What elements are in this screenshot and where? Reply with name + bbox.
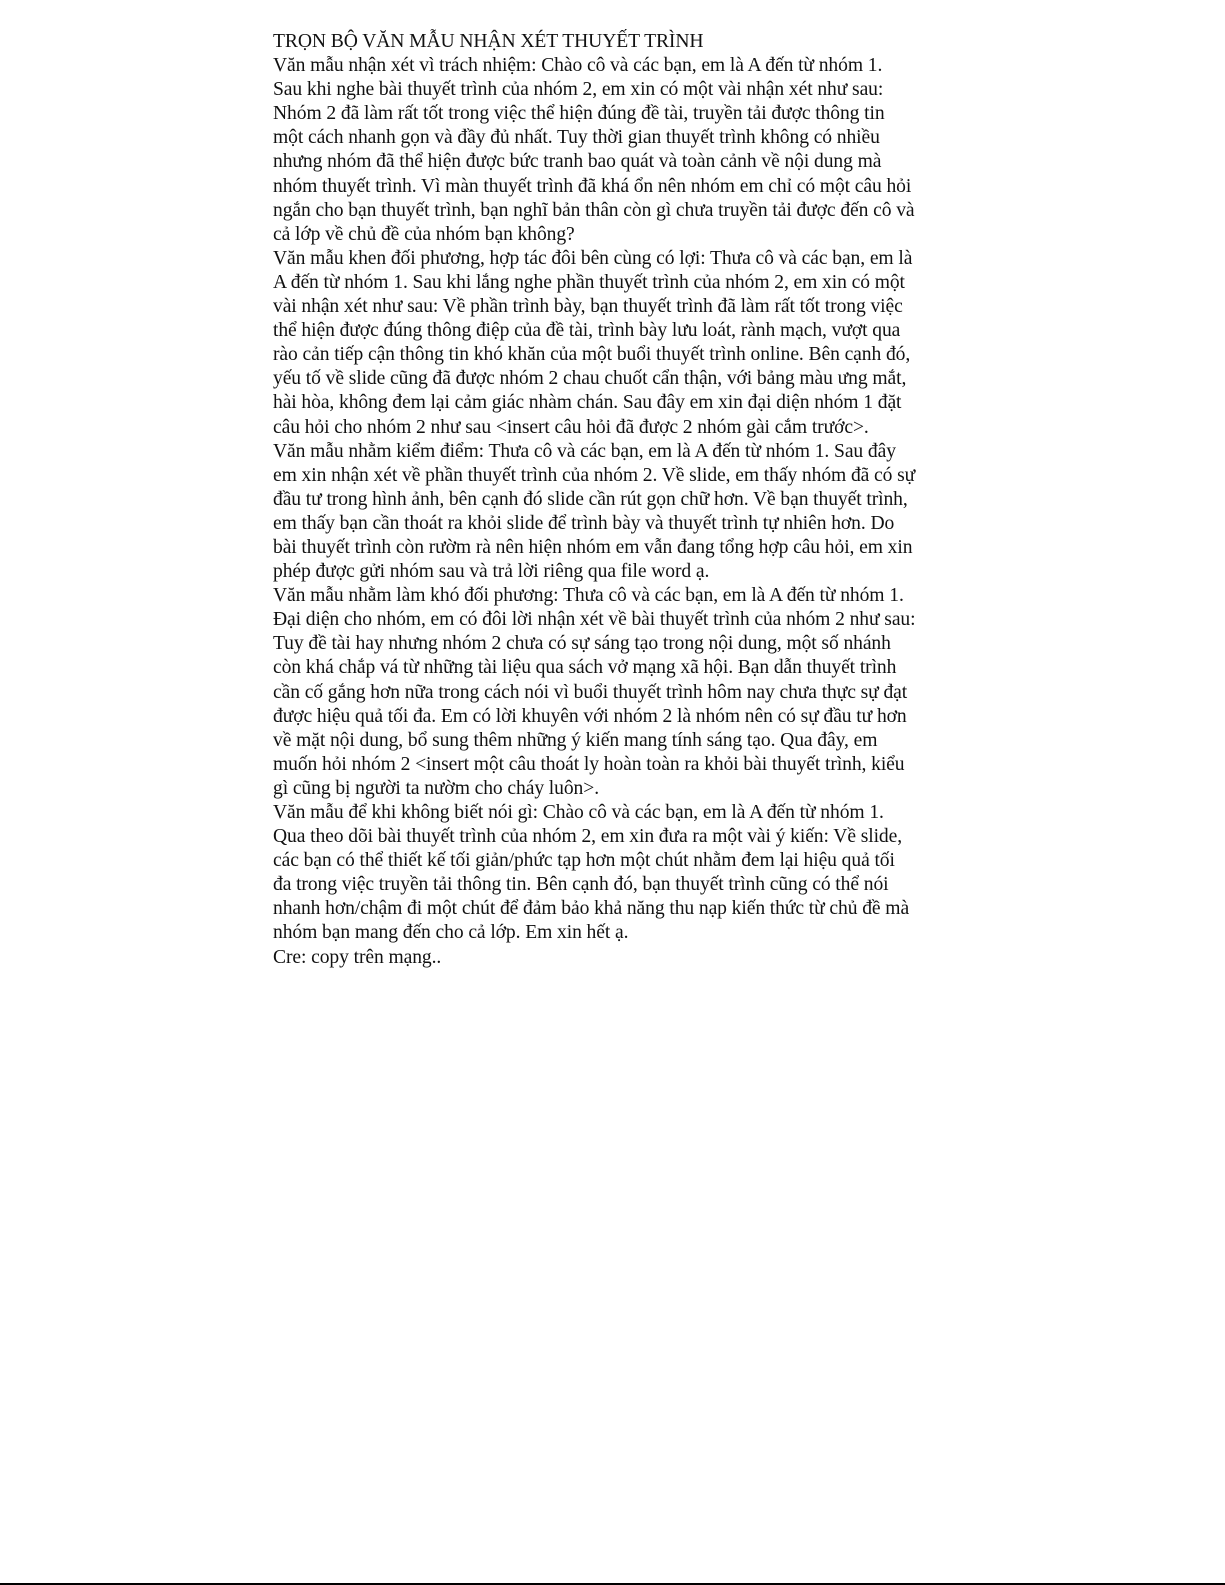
text-line: nhóm thuyết trình. Vì màn thuyết trình đã khá ổn nên nhóm em chỉ có một câu hỏi [273,175,912,197]
text-line: cần cố gắng hơn nữa trong cách nói vì buổi thuyết trình hôm nay chưa thực sự đạt [273,681,908,703]
text-line: hài hòa, không đem lại cảm giác nhàm chán. Sau đây em xin đại diện nhóm 1 đặt [273,392,902,414]
document-text [273,30,973,970]
text-line: một cách nhanh gọn và đầy đủ nhất. Tuy thời gian thuyết trình không có nhiều [273,127,880,149]
text-line: nhanh hơn/chậm đi một chút để đảm bảo khả năng thu nạp kiến thức từ chủ đề mà [273,898,910,920]
text-line: Văn mẫu nhằm kiểm điểm: Thưa cô và các bạn, em là A đến từ nhóm 1. Sau đây [273,440,896,462]
text-line: Văn mẫu khen đối phương, hợp tác đôi bên cùng có lợi: Thưa cô và các bạn, em là [273,247,913,269]
text-line: gì cũng bị người ta nườm cho cháy luôn>. [273,777,599,799]
text-line: Tuy đề tài hay nhưng nhóm 2 chưa có sự sáng tạo trong nội dung, một số nhánh [273,633,891,655]
text-line: em xin nhận xét về phần thuyết trình của nhóm 2. Về slide, em thấy nhóm đã có sự [273,464,916,486]
text-line: nhóm bạn mang đến cho cả lớp. Em xin hết ạ. [273,922,629,944]
text-line: Văn mẫu nhằm làm khó đối phương: Thưa cô và các bạn, em là A đến từ nhóm 1. [273,585,904,607]
text-line: câu hỏi cho nhóm 2 như sau <insert câu hỏi đã được 2 nhóm gài cắm trước>. [273,416,869,438]
text-line: muốn hỏi nhóm 2 <insert một câu thoát ly hoàn toàn ra khỏi bài thuyết trình, kiểu [273,753,905,775]
text-line: ngắn cho bạn thuyết trình, bạn nghĩ bản thân còn gì chưa truyền tải được đến cô và [273,199,915,221]
text-line: về mặt nội dung, bổ sung thêm những ý kiến mang tính sáng tạo. Qua đây, em [273,729,878,751]
document-title: TRỌN BỘ VĂN MẪU NHẬN XÉT THUYẾT TRÌNH [273,31,704,52]
text-line: các bạn có thể thiết kế tối giản/phức tạp hơn một chút nhằm đem lại hiệu quả tối [273,850,895,872]
text-line: bài thuyết trình còn rườm rà nên hiện nhóm em vẫn đang tổng hợp câu hỏi, em xin [273,536,913,558]
text-line: Qua theo dõi bài thuyết trình của nhóm 2, em xin đưa ra một vài ý kiến: Về slide, [273,826,903,848]
text-line: được hiệu quả tối đa. Em có lời khuyên với nhóm 2 là nhóm nên có sự đầu tư hơn [273,705,907,727]
text-line: rào cản tiếp cận thông tin khó khăn của một buổi thuyết trình online. Bên cạnh đó, [273,344,911,366]
text-line: còn khá chắp vá từ những tài liệu qua sách vở mạng xã hội. Bạn dẫn thuyết trình [273,657,897,679]
text-line: A đến từ nhóm 1. Sau khi lắng nghe phần thuyết trình của nhóm 2, em xin có một [273,271,905,293]
text-line: em thấy bạn cần thoát ra khỏi slide để trình bày và thuyết trình tự nhiên hơn. Do [273,512,895,534]
text-line: Văn mẫu nhận xét vì trách nhiệm: Chào cô và các bạn, em là A đến từ nhóm 1. [273,55,883,77]
text-line: đầu tư trong hình ảnh, bên cạnh đó slide cần rút gọn chữ hơn. Về bạn thuyết trình, [273,488,908,510]
text-line: đa trong việc truyền tải thông tin. Bên cạnh đó, bạn thuyết trình cũng có thể nói [273,874,889,896]
text-line: yếu tố về slide cũng đã được nhóm 2 chau chuốt cẩn thận, với bảng màu ưng mắt, [273,368,907,390]
text-line: vài nhận xét như sau: Về phần trình bày, bạn thuyết trình đã làm rất tốt trong việc [273,296,903,318]
text-line: nhưng nhóm đã thể hiện được bức tranh bao quát và toàn cảnh về nội dung mà [273,151,882,173]
text-line: phép được gửi nhóm sau và trả lời riêng qua file word ạ. [273,561,710,583]
text-line: Nhóm 2 đã làm rất tốt trong việc thể hiện đúng đề tài, truyền tải được thông tin [273,103,885,125]
credit-line: Cre: copy trên mạng.. [273,946,442,968]
text-line: cả lớp về chủ đề của nhóm bạn không? [273,223,575,245]
text-line: Sau khi nghe bài thuyết trình của nhóm 2, em xin có một vài nhận xét như sau: [273,79,884,101]
text-line: Văn mẫu để khi không biết nói gì: Chào cô và các bạn, em là A đến từ nhóm 1. [273,802,884,823]
text-line: thể hiện được đúng thông điệp của đề tài, trình bày lưu loát, rành mạch, vượt qua [273,320,901,342]
text-line: Đại diện cho nhóm, em có đôi lời nhận xét về bài thuyết trình của nhóm 2 như sau: [273,609,916,631]
